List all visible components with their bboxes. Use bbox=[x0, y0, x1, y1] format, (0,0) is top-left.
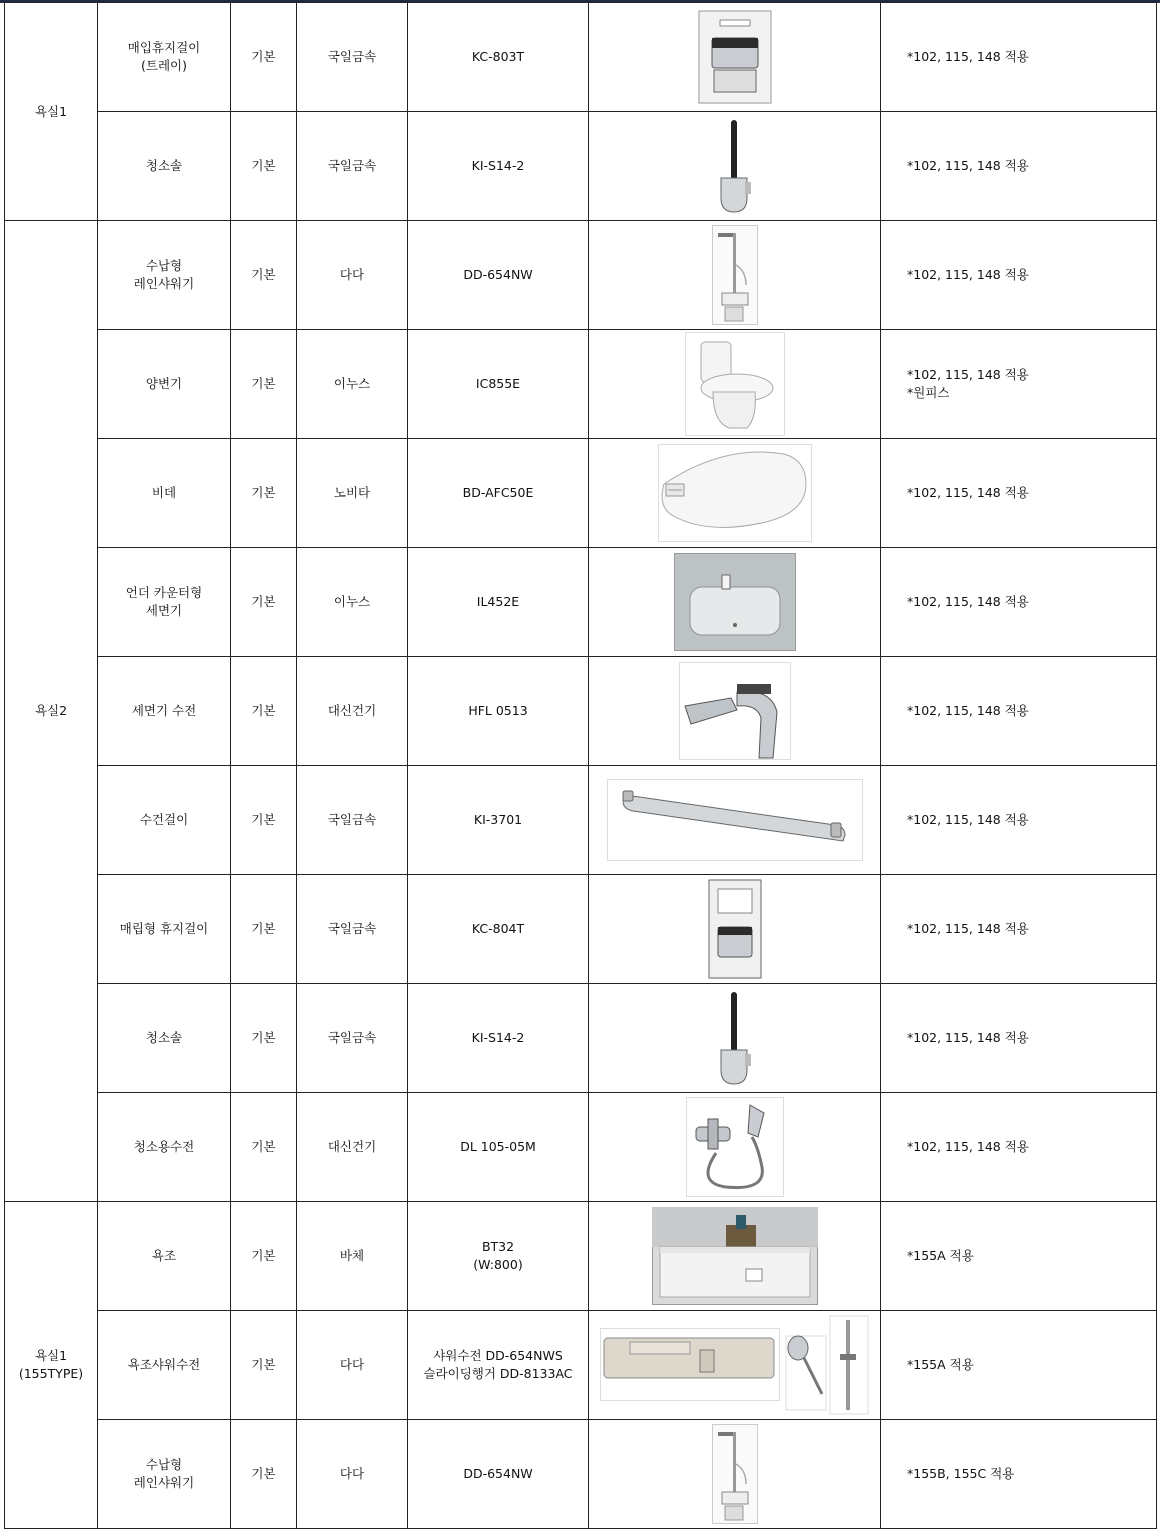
item-name-line2: 레인샤워기 bbox=[133, 276, 195, 291]
item-name: 청소솔 bbox=[145, 1030, 183, 1045]
note-text-line2: *원피스 bbox=[907, 385, 950, 400]
image-cell bbox=[589, 875, 881, 984]
group-label-type: (155TYPE) bbox=[18, 1366, 84, 1381]
maker-cell: 국일금속 bbox=[297, 3, 408, 112]
image-cell bbox=[589, 1311, 881, 1420]
model-cell bbox=[408, 221, 589, 330]
model-cell bbox=[408, 984, 589, 1093]
model-code-line2: (W:800) bbox=[473, 1257, 523, 1272]
group-cell bbox=[5, 221, 98, 1202]
table-row bbox=[5, 3, 1157, 112]
note-text: *102, 115, 148 적용 bbox=[907, 485, 1029, 500]
rain-shower-image bbox=[712, 1424, 758, 1524]
item-name: 수납형 bbox=[145, 1457, 183, 1472]
model-code: KC-804T bbox=[471, 921, 525, 936]
model-cell bbox=[408, 3, 589, 112]
group-label: 욕실2 bbox=[34, 703, 68, 718]
note-text: *102, 115, 148 적용 bbox=[907, 158, 1029, 173]
towel-bar-image bbox=[607, 779, 863, 861]
item-name: 수건걸이 bbox=[139, 812, 189, 827]
item-cell bbox=[98, 984, 231, 1093]
note-cell bbox=[881, 1311, 1157, 1420]
image-cell bbox=[589, 548, 881, 657]
note-text: *155A 적용 bbox=[907, 1357, 974, 1372]
grade-cell: 기본 bbox=[231, 548, 297, 657]
model-cell bbox=[408, 548, 589, 657]
grade-cell: 기본 bbox=[231, 439, 297, 548]
note-text: *102, 115, 148 적용 bbox=[907, 703, 1029, 718]
note-text: *102, 115, 148 적용 bbox=[907, 1139, 1029, 1154]
note-text: *102, 115, 148 적용 bbox=[907, 594, 1029, 609]
table-row bbox=[5, 766, 1157, 875]
group-cell bbox=[5, 3, 98, 221]
table-row bbox=[5, 548, 1157, 657]
item-name: 청소용수전 bbox=[133, 1139, 195, 1154]
model-cell bbox=[408, 1311, 589, 1420]
note-cell bbox=[881, 875, 1157, 984]
table-row bbox=[5, 984, 1157, 1093]
model-code: KI-S14-2 bbox=[471, 158, 525, 173]
item-name: 언더 카운터형 bbox=[125, 585, 203, 600]
item-cell bbox=[98, 1093, 231, 1202]
maker-cell: 국일금속 bbox=[297, 984, 408, 1093]
group-cell bbox=[5, 1202, 98, 1529]
model-cell bbox=[408, 875, 589, 984]
note-cell bbox=[881, 984, 1157, 1093]
item-name-line2: 세면기 bbox=[145, 603, 183, 618]
toilet-image bbox=[685, 332, 785, 436]
item-cell bbox=[98, 3, 231, 112]
note-cell bbox=[881, 1420, 1157, 1529]
model-cell bbox=[408, 112, 589, 221]
note-cell bbox=[881, 657, 1157, 766]
note-cell bbox=[881, 1093, 1157, 1202]
item-cell bbox=[98, 766, 231, 875]
model-cell bbox=[408, 657, 589, 766]
table-row bbox=[5, 112, 1157, 221]
image-cell bbox=[589, 112, 881, 221]
model-code: IL452E bbox=[476, 594, 520, 609]
grade-cell: 기본 bbox=[231, 1202, 297, 1311]
grade-cell: 기본 bbox=[231, 657, 297, 766]
table-row bbox=[5, 1202, 1157, 1311]
model-code: KI-3701 bbox=[473, 812, 523, 827]
note-text: *102, 115, 148 적용 bbox=[907, 267, 1029, 282]
item-cell bbox=[98, 548, 231, 657]
grade-cell: 기본 bbox=[231, 221, 297, 330]
image-cell bbox=[589, 3, 881, 112]
maker-cell: 다다 bbox=[297, 1311, 408, 1420]
group-label: 욕실1 bbox=[34, 1348, 68, 1363]
toilet-brush-image bbox=[715, 988, 755, 1088]
maker-cell: 대신건기 bbox=[297, 657, 408, 766]
image-cell bbox=[589, 984, 881, 1093]
item-name: 양변기 bbox=[145, 376, 183, 391]
group-label: 욕실1 bbox=[34, 103, 68, 119]
undercounter-basin-image bbox=[674, 553, 796, 651]
fixture-spec-table bbox=[4, 2, 1157, 1529]
bidet-image bbox=[658, 444, 812, 542]
item-name: 세면기 수전 bbox=[131, 703, 197, 718]
maker-cell: 다다 bbox=[297, 1420, 408, 1529]
table-row bbox=[5, 1093, 1157, 1202]
item-name: 청소솔 bbox=[145, 158, 183, 173]
model-code: 샤워수전 DD-654NWS bbox=[433, 1348, 563, 1363]
image-cell bbox=[589, 657, 881, 766]
model-code: BD-AFC50E bbox=[462, 485, 534, 500]
table-row bbox=[5, 439, 1157, 548]
table-row bbox=[5, 221, 1157, 330]
model-cell bbox=[408, 766, 589, 875]
item-cell bbox=[98, 221, 231, 330]
model-cell bbox=[408, 1093, 589, 1202]
note-cell bbox=[881, 330, 1157, 439]
model-cell bbox=[408, 1420, 589, 1529]
model-code: HFL 0513 bbox=[468, 703, 528, 718]
maker-cell: 바체 bbox=[297, 1202, 408, 1311]
model-code: KC-803T bbox=[471, 49, 525, 64]
model-cell bbox=[408, 330, 589, 439]
grade-cell: 기본 bbox=[231, 875, 297, 984]
note-text: *155B, 155C 적용 bbox=[907, 1466, 1015, 1481]
item-name: 비데 bbox=[151, 485, 177, 500]
note-text: *102, 115, 148 적용 bbox=[907, 1030, 1029, 1045]
image-cell bbox=[589, 1202, 881, 1311]
recessed-paper-holder-image bbox=[708, 879, 762, 979]
maker-cell: 국일금속 bbox=[297, 875, 408, 984]
grade-cell: 기본 bbox=[231, 3, 297, 112]
grade-cell: 기본 bbox=[231, 984, 297, 1093]
maker-cell: 이누스 bbox=[297, 548, 408, 657]
item-name-line2: 레인샤워기 bbox=[133, 1475, 195, 1490]
maker-cell: 국일금속 bbox=[297, 112, 408, 221]
note-text: *102, 115, 148 적용 bbox=[907, 367, 1029, 382]
item-cell bbox=[98, 439, 231, 548]
note-cell bbox=[881, 3, 1157, 112]
bath-shower-faucet-image bbox=[600, 1314, 870, 1416]
item-name: 욕조샤워수전 bbox=[127, 1357, 201, 1372]
grade-cell: 기본 bbox=[231, 330, 297, 439]
image-cell bbox=[589, 439, 881, 548]
note-text: *155A 적용 bbox=[907, 1248, 974, 1263]
note-cell bbox=[881, 548, 1157, 657]
table-row bbox=[5, 875, 1157, 984]
grade-cell: 기본 bbox=[231, 766, 297, 875]
model-cell bbox=[408, 439, 589, 548]
model-code: DD-654NW bbox=[463, 1466, 533, 1481]
model-code: IC855E bbox=[475, 376, 521, 391]
model-code-line2: 슬라이딩행거 DD-8133AC bbox=[423, 1366, 573, 1381]
maker-cell: 다다 bbox=[297, 221, 408, 330]
rain-shower-image bbox=[712, 225, 758, 325]
note-cell bbox=[881, 766, 1157, 875]
note-cell bbox=[881, 1202, 1157, 1311]
maker-cell: 대신건기 bbox=[297, 1093, 408, 1202]
item-cell bbox=[98, 875, 231, 984]
note-cell bbox=[881, 221, 1157, 330]
grade-cell: 기본 bbox=[231, 1420, 297, 1529]
note-text: *102, 115, 148 적용 bbox=[907, 812, 1029, 827]
maker-cell: 이누스 bbox=[297, 330, 408, 439]
model-code: KI-S14-2 bbox=[471, 1030, 525, 1045]
grade-cell: 기본 bbox=[231, 1093, 297, 1202]
item-cell bbox=[98, 1202, 231, 1311]
basin-faucet-image bbox=[679, 662, 791, 760]
model-code: DD-654NW bbox=[463, 267, 533, 282]
image-cell bbox=[589, 1093, 881, 1202]
note-cell bbox=[881, 439, 1157, 548]
item-cell bbox=[98, 330, 231, 439]
item-name: 욕조 bbox=[151, 1248, 177, 1263]
item-cell bbox=[98, 1311, 231, 1420]
model-code: BT32 bbox=[481, 1239, 515, 1254]
item-name-line2: (트레이) bbox=[141, 58, 187, 73]
note-cell bbox=[881, 112, 1157, 221]
grade-cell: 기본 bbox=[231, 1311, 297, 1420]
image-cell bbox=[589, 1420, 881, 1529]
maker-cell: 국일금속 bbox=[297, 766, 408, 875]
item-name: 수납형 bbox=[145, 258, 183, 273]
note-text: *102, 115, 148 적용 bbox=[907, 49, 1029, 64]
item-name: 매립형 휴지걸이 bbox=[119, 921, 209, 936]
grade-cell: 기본 bbox=[231, 112, 297, 221]
item-cell bbox=[98, 657, 231, 766]
image-cell bbox=[589, 766, 881, 875]
table-row bbox=[5, 330, 1157, 439]
maker-cell: 노비타 bbox=[297, 439, 408, 548]
paper-holder-tray-image bbox=[698, 10, 772, 104]
image-cell bbox=[589, 330, 881, 439]
bathtub-image bbox=[652, 1207, 818, 1305]
item-cell bbox=[98, 112, 231, 221]
toilet-brush-image bbox=[715, 116, 755, 216]
item-name: 매입휴지걸이 bbox=[127, 40, 201, 55]
table-row bbox=[5, 657, 1157, 766]
model-code: DL 105-05M bbox=[460, 1139, 536, 1154]
model-cell bbox=[408, 1202, 589, 1311]
table-row bbox=[5, 1311, 1157, 1420]
item-cell bbox=[98, 1420, 231, 1529]
note-text: *102, 115, 148 적용 bbox=[907, 921, 1029, 936]
image-cell bbox=[589, 221, 881, 330]
table-row bbox=[5, 1420, 1157, 1529]
cleaning-faucet-image bbox=[686, 1097, 784, 1197]
